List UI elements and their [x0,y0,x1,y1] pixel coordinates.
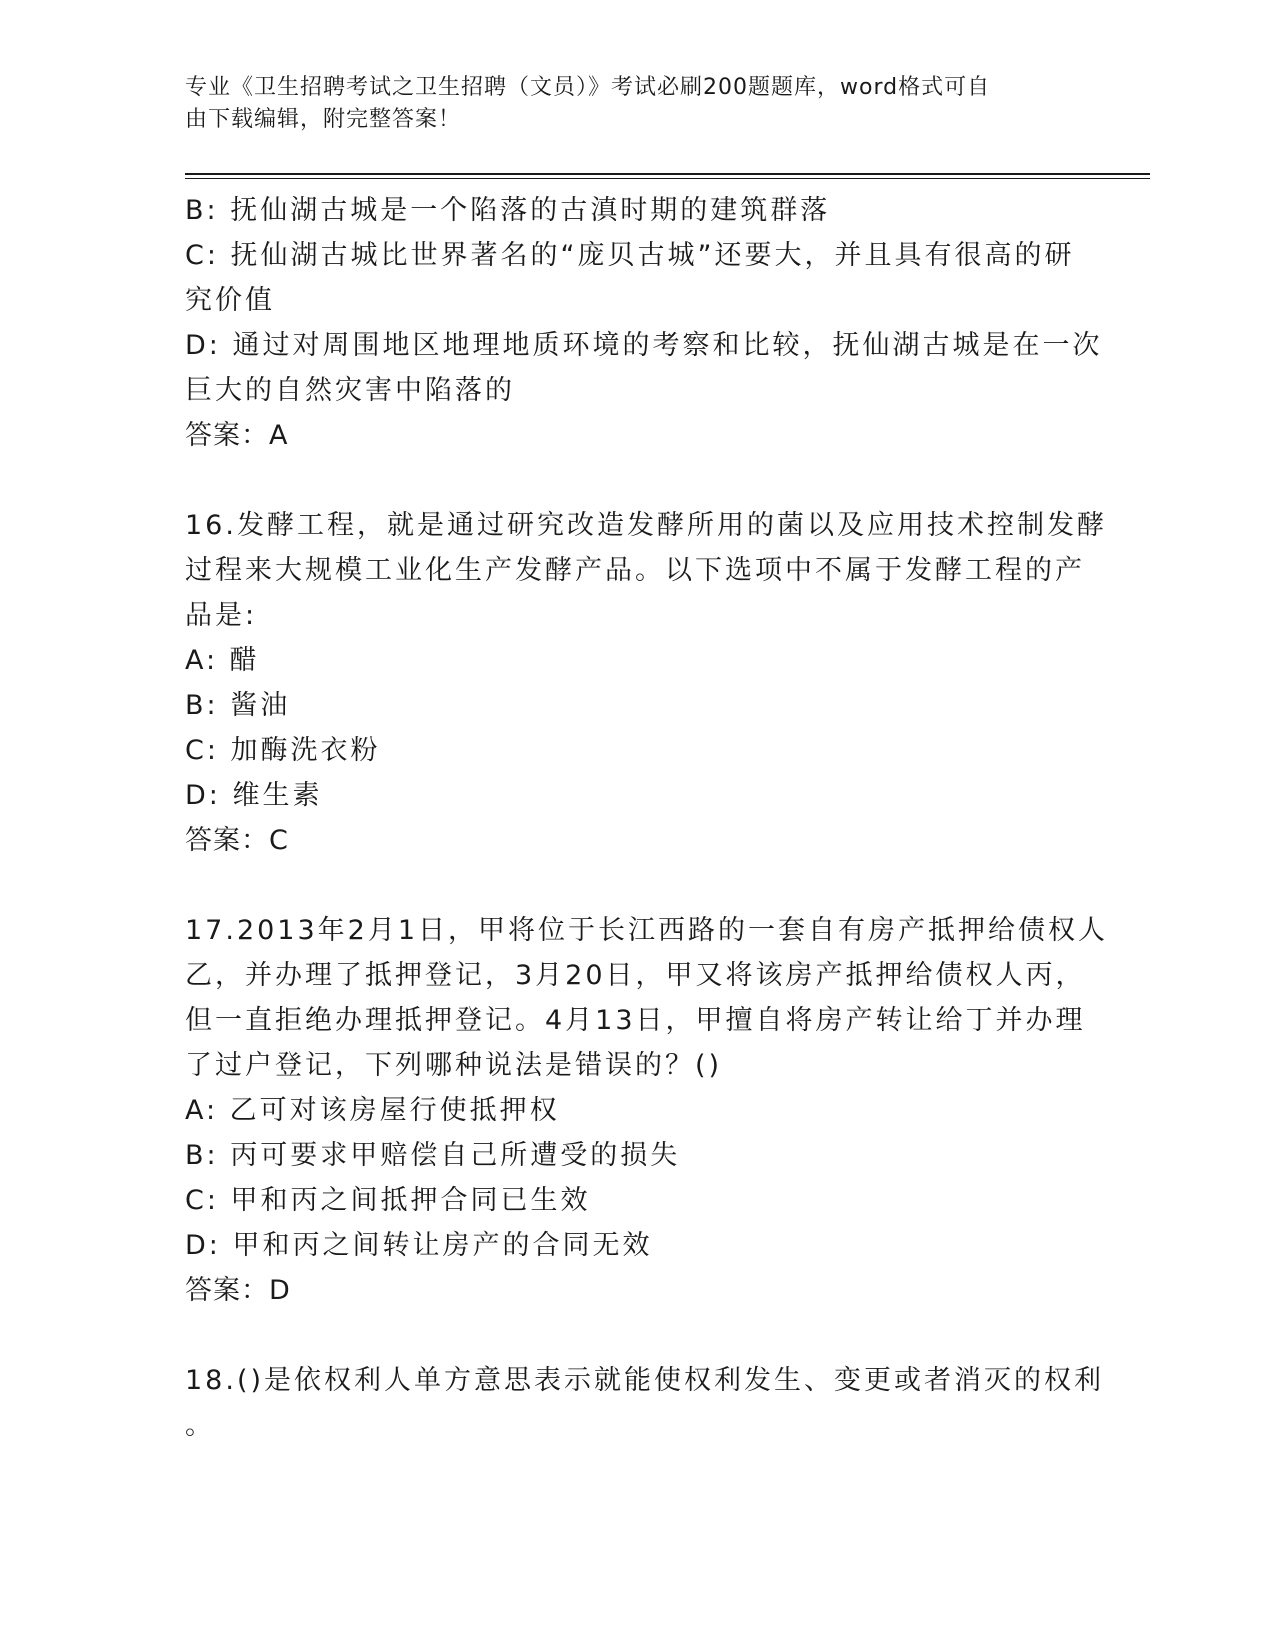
spacer [185,863,1075,908]
option-c: C: 加酶洗衣粉 [185,735,381,766]
question-16 [185,503,1107,863]
option-d-cont: 巨大的自然灾害中陷落的 [185,375,515,406]
answer: 答案：A [185,420,289,451]
question-stem: 过程来大规模工业化生产发酵产品。以下选项中不属于发酵工程的产 [185,555,1085,586]
question-17 [185,908,1109,1313]
question-stem: 17.2013年2月1日，甲将位于长江西路的一套自有房产抵押给债权人 [185,915,1109,946]
answer: 答案：C [185,825,289,856]
spacer [185,458,1075,503]
question-15 [185,188,1103,458]
option-c-cont: 究价值 [185,285,275,316]
spacer [185,1313,1075,1358]
question-stem: 18.()是依权利人单方意思表示就能使权利发生、变更或者消灭的权利 [185,1365,1105,1396]
question-stem: 乙，并办理了抵押登记，3月20日，甲又将该房产抵押给债权人丙， [185,960,1086,991]
option-c: C: 甲和丙之间抵押合同已生效 [185,1185,591,1216]
header-line: 专业《卫生招聘考试之卫生招聘（文员）》考试必刷200题题库，word格式可自 [185,75,991,100]
option-d: D: 维生素 [185,780,323,811]
answer: 答案：D [185,1275,291,1306]
header-rule-thin [185,178,1150,179]
question-stem: 但一直拒绝办理抵押登记。4月13日，甲擅自将房产转让给丁并办理 [185,1005,1086,1036]
question-18 [185,1358,1105,1448]
option-c: C: 抚仙湖古城比世界著名的“庞贝古城”还要大，并且具有很高的研 [185,240,1075,271]
question-stem: 16.发酵工程，就是通过研究改造发酵所用的菌以及应用技术控制发酵 [185,510,1107,541]
header-rule-thick [185,173,1150,175]
option-d: D: 甲和丙之间转让房产的合同无效 [185,1230,653,1261]
question-stem: 。 [185,1410,215,1441]
question-content [185,188,1109,1448]
option-b: B: 丙可要求甲赔偿自己所遭受的损失 [185,1140,681,1171]
question-stem: 了过户登记，下列哪种说法是错误的？() [185,1050,723,1081]
option-b: B: 酱油 [185,690,291,721]
question-stem: 品是: [185,600,258,631]
option-d: D: 通过对周围地区地理地质环境的考察和比较，抚仙湖古城是在一次 [185,330,1103,361]
option-a: A: 乙可对该房屋行使抵押权 [185,1095,560,1126]
option-b: B: 抚仙湖古城是一个陷落的古滇时期的建筑群落 [185,195,831,226]
header-line: 由下载编辑，附完整答案！ [185,107,462,132]
page-header [185,72,1065,136]
option-a: A: 醋 [185,645,260,676]
